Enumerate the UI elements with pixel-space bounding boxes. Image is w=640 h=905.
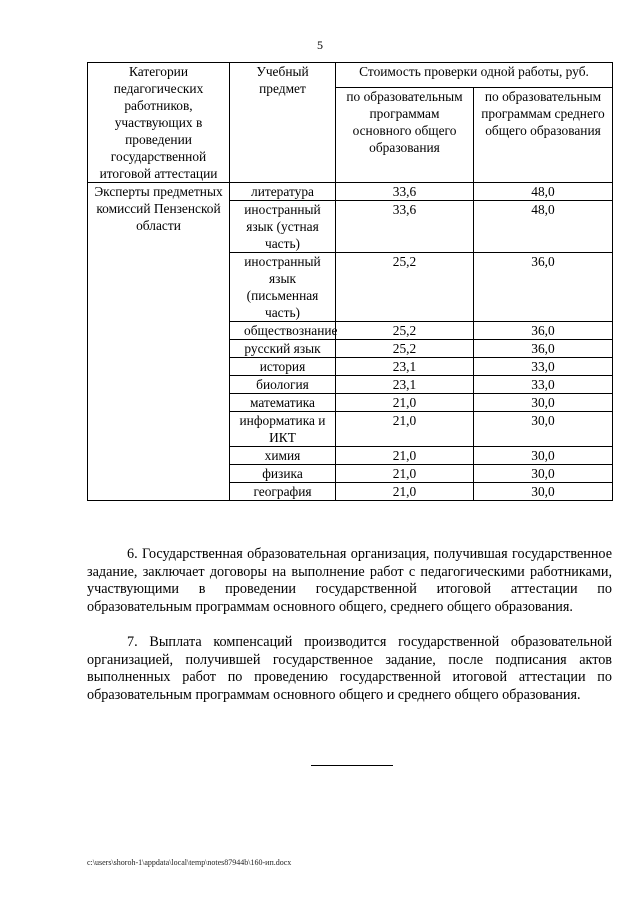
header-basic: по образовательным программам основного общего образования xyxy=(336,87,474,182)
subject-cell: информатика и ИКТ xyxy=(230,412,336,447)
basic-cost-cell: 23,1 xyxy=(336,358,474,376)
header-subject: Учебный предмет xyxy=(230,63,336,183)
subject-cell: русский язык xyxy=(230,340,336,358)
secondary-cost-cell: 36,0 xyxy=(474,253,613,322)
header-category: Категории педагогических работников, участвующих в проведении государственной итоговой аттестации xyxy=(88,63,230,183)
secondary-cost-cell: 30,0 xyxy=(474,447,613,465)
subject-cell: химия xyxy=(230,447,336,465)
subject-cell: иностранный язык (устная часть) xyxy=(230,201,336,253)
subject-cell: иностранный язык (письменная часть) xyxy=(230,253,336,322)
basic-cost-cell: 21,0 xyxy=(336,447,474,465)
secondary-cost-cell: 33,0 xyxy=(474,376,613,394)
compensation-table xyxy=(87,62,613,501)
secondary-cost-cell: 30,0 xyxy=(474,394,613,412)
basic-cost-cell: 23,1 xyxy=(336,376,474,394)
subject-cell: математика xyxy=(230,394,336,412)
secondary-cost-cell: 36,0 xyxy=(474,322,613,340)
secondary-cost-cell: 33,0 xyxy=(474,358,613,376)
secondary-cost-cell: 48,0 xyxy=(474,201,613,253)
subject-cell: литература xyxy=(230,183,336,201)
footer-file-path: c:\users\shoroh-1\appdata\local\temp\notes87944b\160-ип.docx xyxy=(87,858,292,867)
basic-cost-cell: 33,6 xyxy=(336,183,474,201)
paragraph-6: 6. Государственная образовательная организация, получившая государственное задание, заключает договоры на выполнение работ с педагогическими работниками, участвующими в проведении государственной итоговой аттестации по образовательным программам основного общего, среднего общего образования. xyxy=(87,546,612,615)
basic-cost-cell: 25,2 xyxy=(336,253,474,322)
basic-cost-cell: 21,0 xyxy=(336,394,474,412)
secondary-cost-cell: 30,0 xyxy=(474,412,613,447)
basic-cost-cell: 25,2 xyxy=(336,340,474,358)
secondary-cost-cell: 30,0 xyxy=(474,483,613,501)
secondary-cost-cell: 30,0 xyxy=(474,465,613,483)
category-cell: Эксперты предметных комиссий Пензенской области xyxy=(88,183,230,501)
basic-cost-cell: 21,0 xyxy=(336,465,474,483)
signature-line xyxy=(311,765,393,766)
basic-cost-cell: 21,0 xyxy=(336,412,474,447)
subject-cell: обществознание xyxy=(230,322,336,340)
subject-cell: физика xyxy=(230,465,336,483)
subject-cell: биология xyxy=(230,376,336,394)
header-cost: Стоимость проверки одной работы, руб. xyxy=(336,63,613,88)
basic-cost-cell: 21,0 xyxy=(336,483,474,501)
page-number: 5 xyxy=(317,38,323,52)
subject-cell: история xyxy=(230,358,336,376)
paragraph-7: 7. Выплата компенсаций производится государственной образовательной организацией, получившей государственное задание, после подписания актов выполненных работ по проведению государственной итоговой аттестации по образовательным программам основного общего и среднего общего образования. xyxy=(87,634,612,703)
basic-cost-cell: 25,2 xyxy=(336,322,474,340)
header-secondary: по образовательным программам среднего общего образования xyxy=(474,87,613,182)
secondary-cost-cell: 36,0 xyxy=(474,340,613,358)
subject-cell: география xyxy=(230,483,336,501)
table-row xyxy=(88,183,613,201)
basic-cost-cell: 33,6 xyxy=(336,201,474,253)
secondary-cost-cell: 48,0 xyxy=(474,183,613,201)
table-header-row xyxy=(88,63,613,88)
